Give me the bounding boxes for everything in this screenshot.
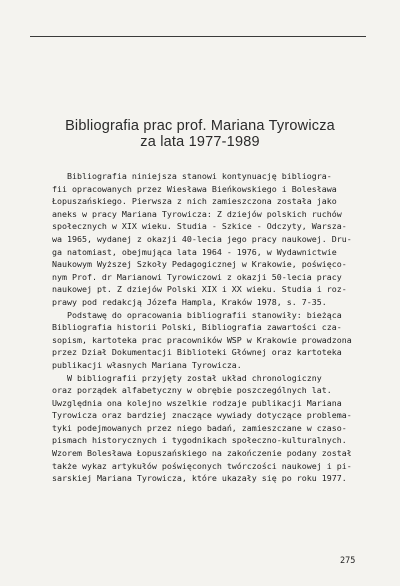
text-line: ga natomiast, obejmująca lata 1964 - 1976, w Wydawnictwie (37, 246, 337, 257)
text-line: Łopuszańskiego. Pierwsza z nich zamieszczona została jako (37, 196, 337, 207)
text-line: sarskiej Mariana Tyrowicza, które ukazały się po roku 1977. (37, 473, 347, 484)
text-line: pismach historycznych i tygodnikach społeczno-kulturalnych. (37, 435, 347, 446)
text-line: Wzorem Bolesława Łopuszańskiego na zakończenie podany został (37, 448, 352, 459)
document-title-line1: Bibliografia prac prof. Mariana Tyrowicza (65, 118, 335, 134)
text-line: Tyrowicza oraz bardziej znaczące wywiady dotyczące problema- (37, 410, 352, 421)
text-line: wa 1965, wydanej z okazji 40-lecia jego pracy naukowej. Dru- (37, 233, 352, 244)
text-line: naukowej pt. Z dziejów Polski XIX i XX wieku. Studia i roz- (37, 284, 347, 295)
text-line: aneks w pracy Mariana Tyrowicza: Z dziejów polskich ruchów (37, 208, 342, 219)
page-number: 275 (340, 556, 356, 566)
text-line: oraz porządek alfabetyczny w obrębie poszczególnych lat. (37, 385, 332, 396)
text-line: społecznych w XIX wieku. Studia - Szkice - Odczyty, Warsza- (37, 221, 347, 232)
text-line: Uwzględnia ona kolejno wszelkie rodzaje publikacji Mariana (37, 397, 342, 408)
top-rule (30, 36, 366, 37)
text-line: Podstawę do opracowania bibliografii stanowiły: bieżąca (37, 309, 342, 320)
body-text (37, 170, 372, 485)
document-title-line2: za lata 1977-1989 (140, 134, 260, 150)
text-line: Bibliografia historii Polski, Bibliografia zawartości cza- (37, 322, 342, 333)
text-line: nym Prof. dr Marianowi Tyrowiczowi z okazji 50-lecia pracy (37, 271, 342, 282)
text-line: także wykaz artykułów poświęconych twórczości naukowej i pi- (37, 460, 352, 471)
text-line: Bibliografia niniejsza stanowi kontynuację bibliogra- (37, 171, 332, 181)
text-line: publikacji własnych Mariana Tyrowicza. (37, 359, 242, 370)
text-line: prawy pod redakcją Józefa Hampla, Kraków 1978, s. 7-35. (37, 296, 327, 307)
text-line: sopism, kartoteka prac pracowników WSP w Krakowie prowadzona (37, 334, 352, 345)
text-line: Naukowym Wyższej Szkoły Pedagogicznej w Krakowie, poświęco- (37, 259, 347, 270)
text-line: przez Dział Dokumentacji Biblioteki Głównej oraz kartoteka (37, 347, 342, 358)
text-line: fii opracowanych przez Wiesława Bieńkowskiego i Bolesława (37, 183, 337, 194)
text-line: W bibliografii przyjęty został układ chronologiczny (37, 372, 322, 383)
text-line: tyki podejmowanych przez niego badań, zamieszczane w czaso- (37, 422, 347, 433)
